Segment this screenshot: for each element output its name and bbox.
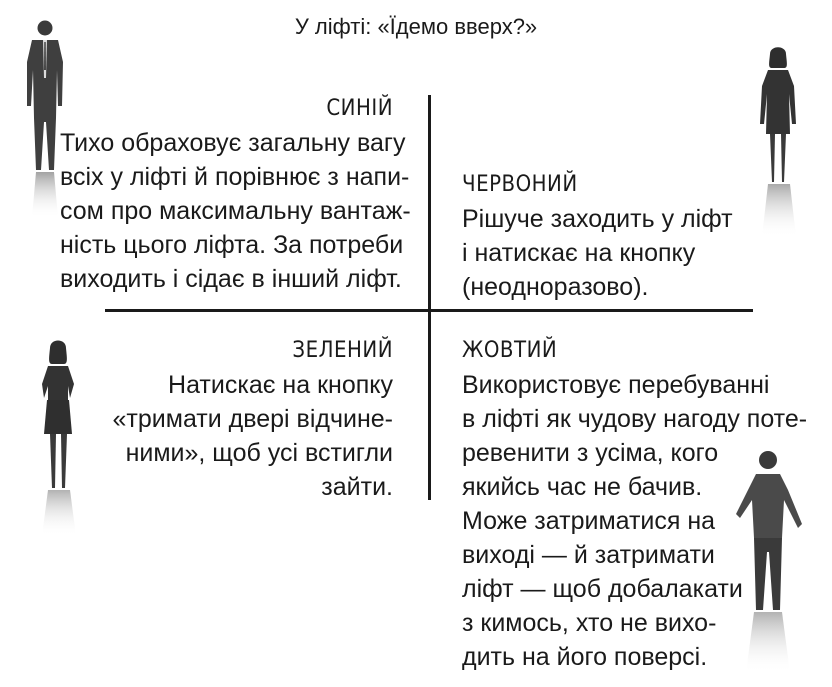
quadrant-yellow-line: в ліфті як чудову нагоду поте- xyxy=(462,405,808,433)
quadrant-yellow-line: дить на його поверсі. xyxy=(462,643,708,671)
quadrant-yellow-line: Використовує перебуванні xyxy=(462,371,770,399)
quadrant-green-line: зайти. xyxy=(321,473,393,501)
quadrant-yellow-heading: ЖОВТИЙ xyxy=(462,338,558,363)
vertical-axis-line xyxy=(428,95,431,500)
quadrant-yellow-line: ліфт — щоб добалакати xyxy=(462,575,743,603)
quadrant-red-line: Рішуче заходить у ліфт xyxy=(462,205,733,233)
woman-in-skirt-silhouette-icon xyxy=(30,338,90,538)
quadrant-blue-line: ність цього ліфта. За потреби xyxy=(60,231,404,259)
quadrant-yellow-line: виході — й затримати xyxy=(462,541,715,569)
woman-in-dress-silhouette-icon xyxy=(748,42,808,242)
quadrant-green xyxy=(100,334,393,504)
quadrant-yellow-line: якийсь час не бачив. xyxy=(462,473,703,501)
quadrant-blue-heading: СИНІЙ xyxy=(326,96,393,121)
quadrant-green-heading: ЗЕЛЕНИЙ xyxy=(292,338,393,363)
quadrant-red xyxy=(462,168,762,304)
quadrant-red-line: (неодноразово). xyxy=(462,273,649,301)
quadrant-blue-line: сом про максимальну вантаж- xyxy=(60,197,411,225)
quadrant-yellow xyxy=(462,334,808,674)
horizontal-axis-line xyxy=(105,309,753,312)
quadrant-blue xyxy=(60,92,411,296)
man-in-suit-silhouette-icon xyxy=(14,18,74,233)
quadrant-green-line: «тримати двері відчине- xyxy=(112,405,393,433)
quadrant-red-line: і натискає на кнопку xyxy=(462,239,696,267)
quadrant-green-line: ними», щоб усі встигли xyxy=(125,439,393,467)
diagram-title: У ліфті: «Їдемо вверх?» xyxy=(294,14,538,39)
quadrant-yellow-line: з кимось, хто не вихо- xyxy=(462,609,717,637)
quadrant-green-line: Натискає на кнопку xyxy=(168,371,393,399)
man-casual-gesturing-silhouette-icon xyxy=(728,448,808,678)
quadrant-blue-line: Тихо обраховує загальну вагу xyxy=(60,129,406,157)
quadrant-blue-line: виходить і сідає в інший ліфт. xyxy=(60,265,402,293)
quadrant-yellow-line: Може затриматися на xyxy=(462,507,716,535)
quadrant-blue-line: всіх у ліфті й порівнює з напи- xyxy=(60,163,410,191)
quadrant-red-heading: ЧЕРВОНИЙ xyxy=(462,172,578,197)
quadrant-yellow-line: ревенити з усіма, кого xyxy=(462,439,719,467)
